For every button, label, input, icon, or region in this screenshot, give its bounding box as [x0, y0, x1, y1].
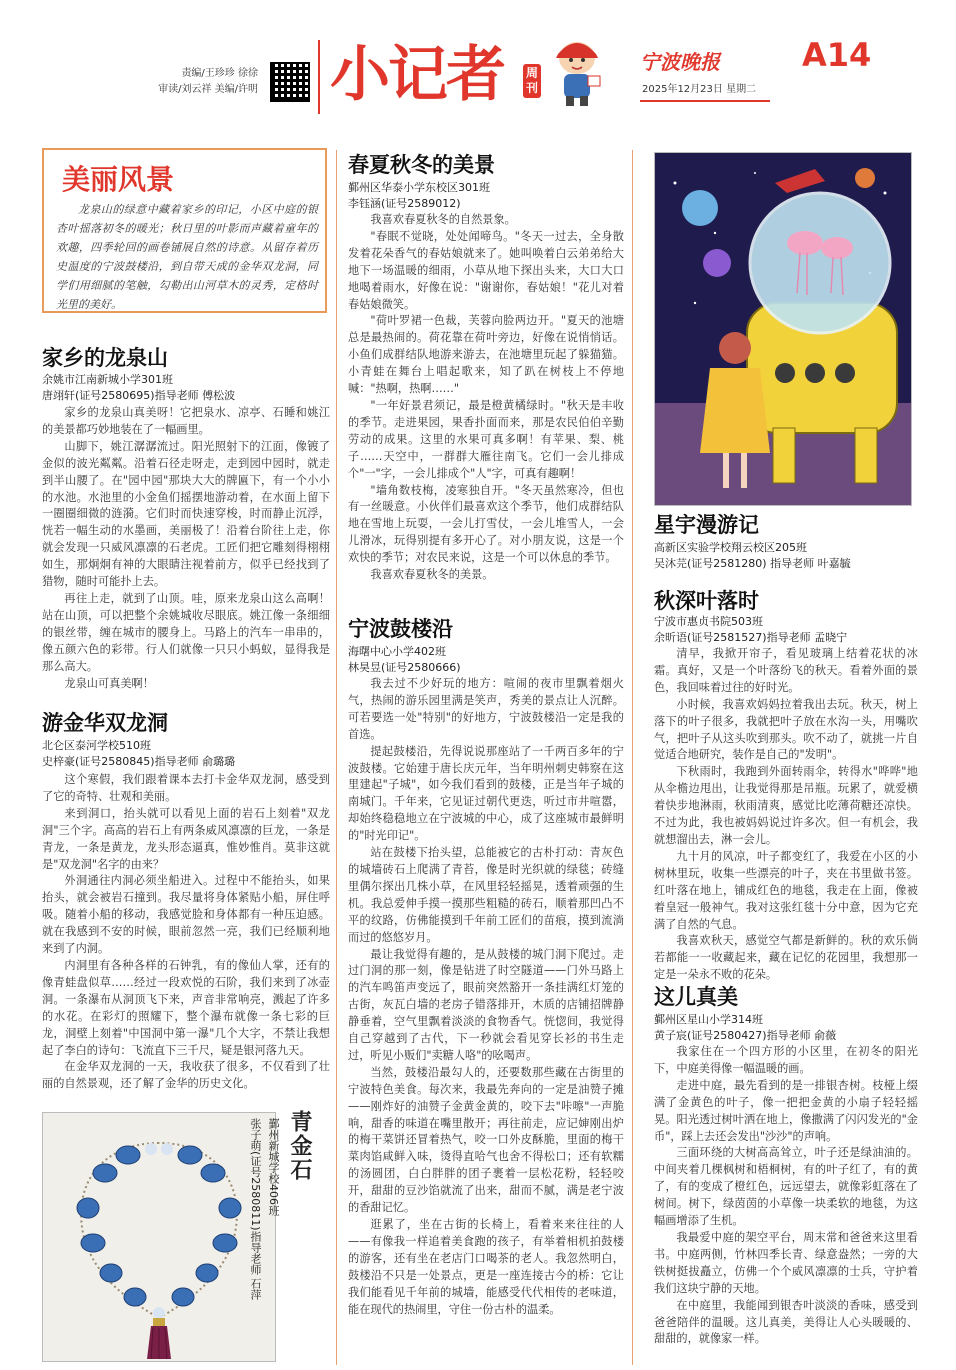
- paragraph: 龙泉山可真美啊！: [64, 676, 154, 690]
- article-school: 鄞州区星山小学314班: [654, 1013, 763, 1026]
- paragraph: 我去过不少好玩的地方：喧闹的夜市里飘着烟火气，热闹的游乐园里满是笑声，秀美的景点让人沉醉。可若要选一处"特别"的好地方，宁波鼓楼沿一定是我的首选。: [348, 677, 624, 741]
- header-divider: [318, 40, 320, 114]
- artwork-title: 星宇漫游记: [654, 513, 759, 537]
- intro-title: 美丽风景: [54, 158, 182, 198]
- article-body: [42, 405, 330, 695]
- article-author: 余昕语(证号2581527)指导老师 孟晓宁: [654, 631, 848, 644]
- article-body: [42, 772, 330, 1091]
- paragraph: 我喜欢春夏秋冬的自然景象。: [370, 213, 516, 226]
- issue-date: 2025年12月23日 星期二: [642, 84, 757, 95]
- paragraph: 下秋雨时，我跑到外面转雨伞，转得水"哗哗"地从伞檐边甩出，让我觉得那是吊瓶。玩累了，就爱横着快步地淋雨，秋雨清爽，感觉比吃薄荷糖还凉快。不过为此，我也被妈妈说过许多次。但一有机会，我就想溜出去，淋一会儿。: [654, 765, 918, 846]
- paragraph: 山脚下，姚江潺潺流过。阳光照射下的江面，像镀了金似的波光粼粼。沿着石径走呀走，走到园中园时，就走到半山腰了。在"园中园"那块大大的牌匾下，有一个小小的水池。水池里的小金鱼们摇摆地游动着，在水面上留下一圈圈细微的涟漪。它们时而快速穿梭，时而静止沉浮，恍若一幅生动的水墨画，美丽极了！沿着台阶往上走，你就会发现一只威风凛凛的石老虎。工匠们把它雕刻得栩栩如生，那炯炯有神的大眼睛注视着前方，似乎已经找到了猎物，随时可能扑上去。: [42, 439, 330, 589]
- paragraph: 我喜欢秋天，感觉空气都是新鲜的。秋的欢乐倘若都能一一收藏起来，藏在记忆的花园里，我想那一定是一朵永不败的花朵。: [654, 934, 918, 982]
- article-body: [654, 1044, 918, 1364]
- paragraph: 这个寒假，我们跟着课本去打卡金华双龙洞，感受到了它的奇特、壮观和美丽。: [42, 773, 330, 803]
- artwork-school: 高新区实验学校翔云校区205班: [654, 541, 807, 554]
- paragraph: 九十月的风凉，叶子都变红了，我爱在小区的小树林里玩，收集一些漂亮的叶子，夹在书里做书签。红叶落在地上，铺成红色的地毯，我走在上面，像被着皇冠一般神气。我对这张红毯十分中意，因为它充满了自然的气息。: [654, 849, 918, 931]
- paragraph: 我喜欢春夏秋冬的美景。: [370, 568, 494, 582]
- artwork-space[interactable]: [654, 152, 912, 506]
- article-school: 鄞州区华泰小学东校区301班: [348, 181, 490, 194]
- column-divider: [632, 150, 633, 1365]
- paragraph: 家乡的龙泉山真美呀！它把泉水、凉亭、石睡和姚江的美景都巧妙地装在了一幅画里。: [42, 406, 330, 436]
- artwork-school: 鄞州新城学校406班: [267, 1118, 280, 1216]
- article-title: 秋深叶落时: [654, 589, 759, 613]
- article-author: 林昊昱(证号2580666): [348, 661, 461, 674]
- paragraph: 来到洞口，抬头就可以看见上面的岩石上刻着"双龙洞"三个字。高高的岩石上有两条威风凛凛的巨龙，一条是青龙，一条是黄龙，龙头形态逼真，惟妙惟肖。莫非这就是"双龙洞"名字的由来？: [42, 806, 330, 871]
- article-body: [348, 212, 624, 602]
- article-body: [654, 646, 918, 982]
- artwork-title: 青金石: [287, 1110, 312, 1182]
- paragraph: 站在鼓楼下抬头望，总能被它的古朴打动：青灰色的城墙砖石上爬满了青苔，像是时光织就的绿毯；砖缝里偶尔探出几株小草，在风里轻轻摇晃，透着顽强的生机。我总爱伸手摸一摸那些粗糙的砖石，顺着那凹凸不平的纹路，仿佛能摸到千年前工匠们的苗痕，摸到流淌而过的悠悠岁月。: [348, 846, 624, 944]
- article-author: 唐翊轩(证号2580695)指导老师 傅松波: [42, 389, 236, 402]
- masthead-title: 小记者: [330, 40, 504, 110]
- editor-credits: 责编/王珍珍 徐徐: [181, 68, 258, 79]
- paragraph: "一年好景君须记，最是橙黄橘绿时。"秋天是丰收的季节。走进果园，果香扑面而来，那是农民伯伯辛勤劳动的成果。这里的水果可真多啊！有苹果、梨、桃子……天空中，一群群大雁往南飞。它们一会儿排成个"一"字，一会儿排成个"人"字，可真有趣啊！: [348, 398, 624, 480]
- article-school: 北仑区泰河学校510班: [42, 739, 151, 752]
- reviewer-credits: 审读/刘云祥 美编/许明: [158, 84, 258, 95]
- article-title: 家乡的龙泉山: [42, 346, 168, 370]
- article-body: [348, 676, 624, 1364]
- newspaper-brand: 宁波晚报: [640, 50, 720, 74]
- paragraph: 当然，鼓楼沿最勾人的，还要数那些藏在古街里的宁波特色美食。每次来，我最先奔向的一定是油赞子摊——刚炸好的油赞子金黄金黄的，咬下去"咔嚓"一声脆响，甜香的味道在嘴里散开；再往前走，应记婶刚出炉的梅干菜饼还冒着热气，咬一口外皮酥脆，里面的梅干菜肉馅咸鲜入味，烫得直哈气也舍不得松口；还有软糯的汤圆团，白白胖胖的团子裹着一层松花粉，轻轻咬开，甜甜的豆沙馅就流了出来，甜而不腻，满是老宁波的香甜记忆。: [348, 1065, 624, 1215]
- article-school: 宁波市惠贞书院503班: [654, 615, 763, 628]
- reporter-mascot-icon: [548, 36, 606, 108]
- article-school: 余姚市江南新城小学301班: [42, 373, 173, 386]
- article-title: 春夏秋冬的美景: [348, 153, 495, 177]
- qr-code[interactable]: [270, 62, 310, 102]
- header-rule: [640, 100, 770, 102]
- paragraph: 最让我觉得有趣的，是从鼓楼的城门洞下爬过。走过门洞的那一刻，像是钻进了时空隧道——门外马路上的汽车鸣笛声变远了，眼前突然豁开一条挂满红灯笼的古街，灰瓦白墙的老房子错落排开，木质的店铺招牌静静垂着，空气里飘着淡淡的食物香气。恍惚间，我觉得自己穿越到了古代，下一秒就会看见穿长衫的书生走过，听见小贩们"卖糖人咯"的吆喝声。: [348, 947, 624, 1062]
- paragraph: 我最爱中庭的架空平台，周末常和爸爸来这里看书。中庭两侧，竹林四季长青、绿意盎然；一旁的大铁树挺拔矗立，仿佛一个个威风凛凛的士兵，守护着我们这块宁静的天地。: [654, 1230, 918, 1295]
- paragraph: 再往上走，就到了山顶。哇，原来龙泉山这么高啊！站在山顶，可以把整个余姚城收尽眼底。姚江像一条细细的银丝带，缠在城市的腰身上。马路上的汽车一串串的，像五颜六色的彩带。行人们就像一只只小蚂蚁，显得我是那么高大。: [42, 591, 330, 673]
- article-school: 海曙中心小学402班: [348, 645, 446, 658]
- artwork-author: 张子萌(证号2580811)指导老师 石萍: [249, 1118, 262, 1301]
- column-divider: [336, 150, 337, 1365]
- article-author: 史梓豪(证号2580845)指导老师 俞璐璐: [42, 755, 236, 768]
- article-title: 这儿真美: [654, 985, 738, 1009]
- paragraph: 内洞里有各种各样的石钟乳，有的像仙人掌，还有的像青蛙盘似草……经过一段欢悦的石阶，我们来到了冰壶洞。一条瀑布从洞顶飞下来，声音非常响亮，溅起了许多的水花。在彩灯的照耀下，整个瀑布就像一条七彩的巨龙，洞壁上刻着"中国洞中第一瀑"几个大字，不禁让我想起了李白的诗句：飞流直下三千尺，疑是银河落九天。: [42, 958, 330, 1057]
- page-number: A14: [802, 36, 872, 74]
- bracelet-illustration: [43, 1113, 275, 1361]
- article-author: 李钰涵(证号2589012): [348, 197, 461, 210]
- article-author: 黄子宸(证号2580427)指导老师 俞薇: [654, 1029, 837, 1042]
- artwork-author: 吴沐芫(证号2581280) 指导老师 叶嘉毓: [654, 557, 851, 570]
- paragraph: 在中庭里，我能闻到银杏叶淡淡的香味，感受到爸爸陪伴的温暖。这儿真美，美得让人心头暖暖的、甜甜的，就像家一样。: [654, 1298, 918, 1346]
- paragraph: 小时候，我喜欢妈妈拉着我出去玩。秋天，树上落下的叶子很多，我就把叶子放在水沟一头，用嘴吹气，把叶子从这头吹到那头。吹不动了，就挑一片自觉适合地研究，装作是自己的"发明"。: [654, 697, 918, 762]
- paragraph: "墙角数枝梅，凌寒独自开。"冬天虽然寒冷，但也有一丝暖意。小伙伴们最喜欢这个季节，他们成群结队地在雪地上玩耍，一会儿打雪仗，一会儿堆雪人，一会儿滑冰，玩得别提有多开心了。对小朋友说，这是一个欢快的季节；对农民来说，这是一个可以休息的季节。: [348, 483, 624, 565]
- weekly-badge: 周刊: [523, 64, 541, 98]
- paragraph: 提起鼓楼沿，先得说说那座站了一千两百多年的宁波鼓楼。它始建于唐长庆元年，当年明州刺史韩察在这里建起"子城"，如今我们看到的鼓楼，正是当年子城的南城门。千年来，它见证过朝代更迭，听过市井喧嚣，却始终稳稳地立在宁波城的中心，成了这座城市最鲜明的"时光印记"。: [348, 744, 624, 843]
- article-title: 宁波鼓楼沿: [348, 617, 453, 641]
- paragraph: 逛累了，坐在古街的长椅上，看着来来往往的人——有像我一样追着美食跑的孩子，有举着相机拍鼓楼的游客，还有坐在老店门口喝茶的老人。我忽然明白，鼓楼沿不只是一处景点，更是一座连接古今的桥：它让我们能看见千年前的城墙，能感受代代相传的老味道，能在现代的热闹里，守住一份古朴的温柔。: [348, 1218, 624, 1316]
- paragraph: 在金华双龙洞的一天，我收获了很多，不仅看到了壮丽的自然景观，还了解了金华的历史文化。: [42, 1060, 330, 1091]
- paragraph: 三面环绕的大树高高耸立，叶子还是绿油油的。中间夹着几棵枫树和梧桐树，有的叶子红了，有的黄了，有的变成了橙红色，远远望去，就像彩虹落在了树间。树下，绿茵茵的小草像一块柔软的地毯，为这幅画增添了生机。: [654, 1146, 918, 1228]
- paragraph: 走进中庭，最先看到的是一排银杏树。枝桠上缀满了金黄色的叶子，像一把把金黄的小扇子轻轻摇晃。阳光透过树叶洒在地上，像撒满了闪闪发光的"金币"，踩上去还会发出"沙沙"的声响。: [654, 1078, 918, 1143]
- paragraph: "春眠不觉晓，处处闻啼鸟。"冬天一过去，全身散发着花朵香气的春姑娘就来了。她叫唤着白云弟弟给大地下一场温暖的细雨，小草从地下探出头来，大口大口地喝着雨水，好像在说："谢谢你，春姑娘！"花儿对着春姑娘微笑。: [348, 229, 624, 311]
- space-illustration: [655, 153, 911, 505]
- paragraph: 外洞通往内洞必须坐船进入。过程中不能抬头，如果抬头，就会被岩石撞到。我尽量将身体紧贴小船，屏住呼吸。随着小船的移动，我感觉脸和身体都有一种压迫感。就在我感到不安的时候，眼前忽然一亮，我们已经顺利地来到了内洞。: [42, 874, 330, 956]
- artwork-bracelet[interactable]: [42, 1112, 276, 1362]
- paragraph: 我家住在一个四方形的小区里，在初冬的阳光下，中庭美得像一幅温暖的画。: [654, 1045, 918, 1075]
- intro-text: 龙泉山的绿意中藏着家乡的印记，小区中庭的银杏叶摇落初冬的暖光；秋日里的叶影而声藏着童年的欢趣，四季轮回的画卷铺展自然的诗意。从留存着历史温度的宁波鼓楼沿，到自带天成的金华双龙洞，同学们用细腻的笔触，勾勒出山河草木的灵秀，定格时光里的美好。: [56, 203, 318, 311]
- paragraph: 清早，我掀开帘子，看见玻璃上结着花状的冰霜。真好，又是一个叶落纷飞的秋天。看着外面的景色，我回味着过往的好时光。: [654, 647, 918, 694]
- paragraph: "荷叶罗裙一色裁，芙蓉向脸两边开。"夏天的池塘总是最热闹的。荷花靠在荷叶旁边，好像在说悄悄话。小鱼们成群结队地游来游去，在池塘里玩起了躲猫猫。小青蛙在舞台上唱起歌来，知了趴在树枝上不停地喊："热啊，热啊……": [348, 314, 624, 396]
- article-title: 游金华双龙洞: [42, 711, 168, 735]
